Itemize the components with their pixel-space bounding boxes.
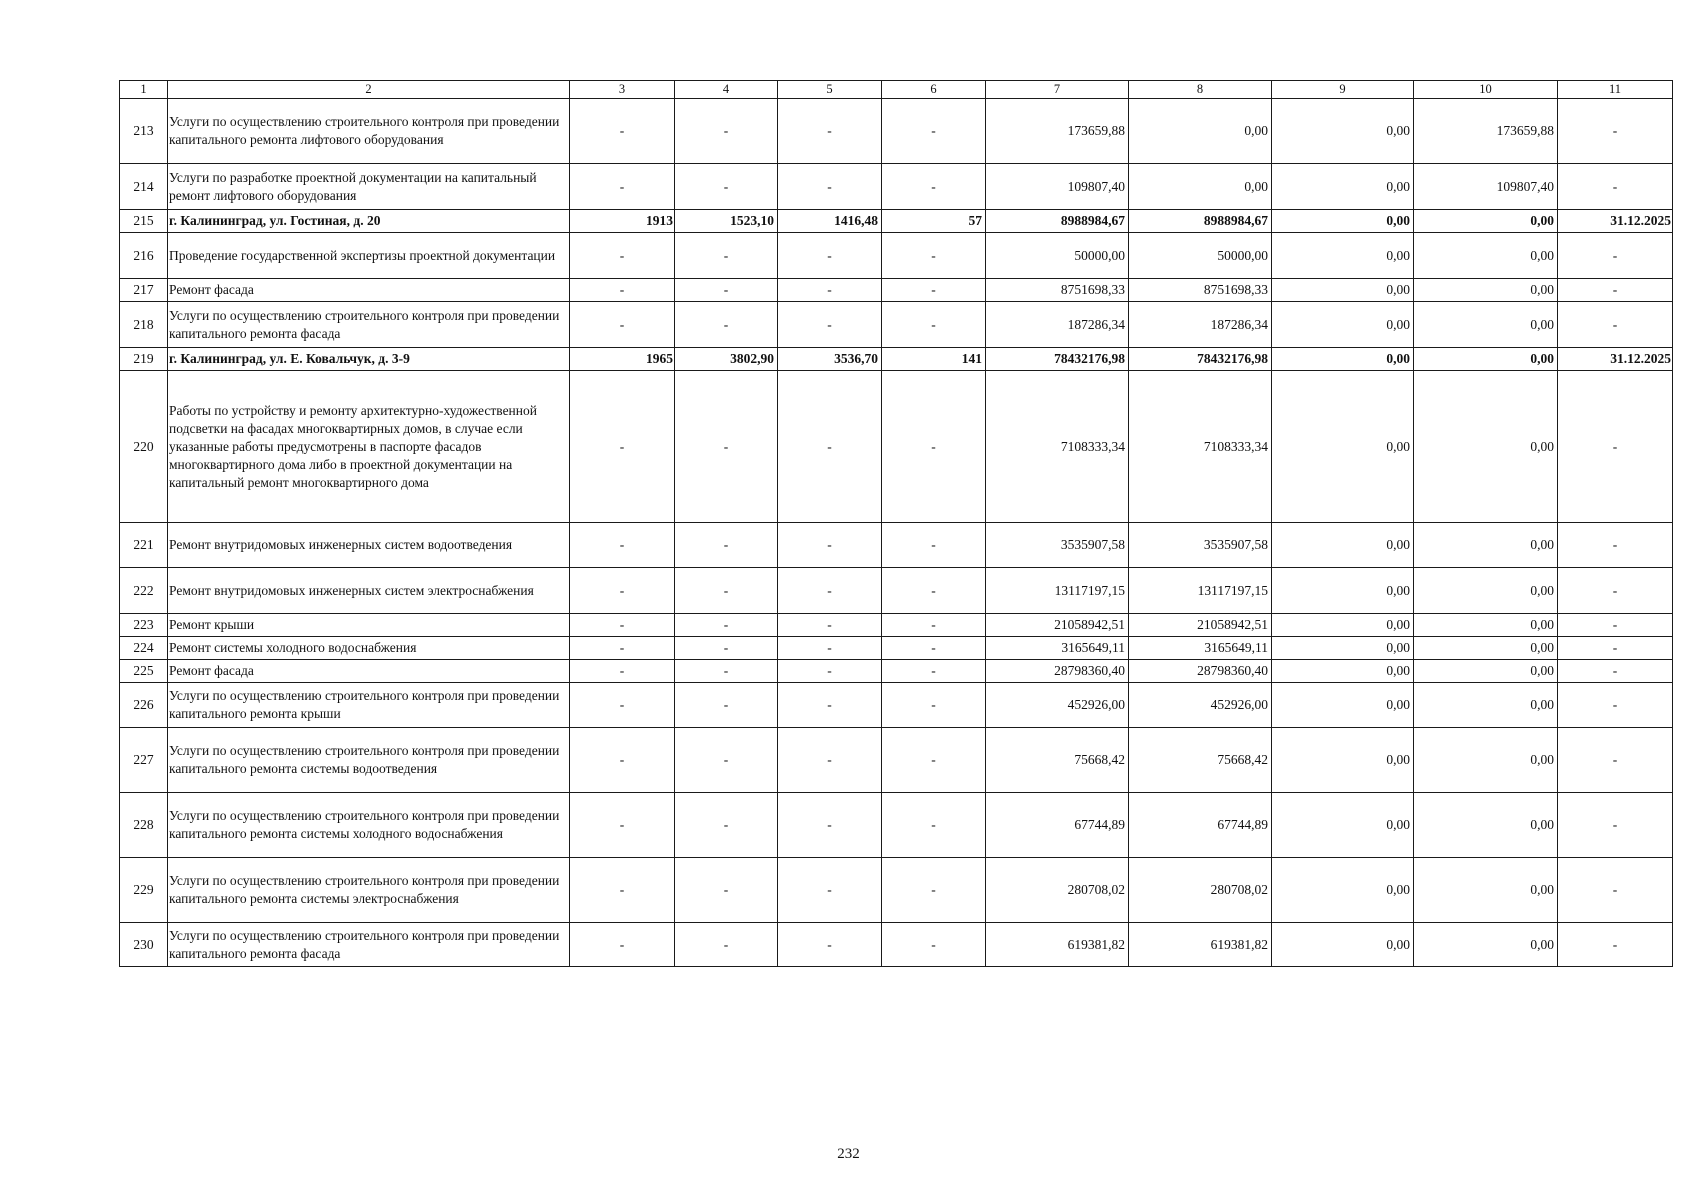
address-row — [120, 348, 1673, 371]
table-row — [120, 233, 1673, 279]
cell-col-8: 28798360,40 — [1129, 660, 1272, 683]
cell-col-8: 187286,34 — [1129, 302, 1272, 348]
cell-col-4: - — [675, 614, 778, 637]
column-number: 7 — [986, 81, 1129, 99]
cell-col-11: - — [1558, 279, 1673, 302]
cell-col-8: 50000,00 — [1129, 233, 1272, 279]
cell-col-4: 3802,90 — [675, 348, 778, 371]
cell-col-10: 0,00 — [1414, 348, 1558, 371]
cell-col-9: 0,00 — [1272, 793, 1414, 858]
cell-col-11: - — [1558, 793, 1673, 858]
cell-col-6: 141 — [882, 348, 986, 371]
cell-col-11: - — [1558, 99, 1673, 164]
cell-col-7: 173659,88 — [986, 99, 1129, 164]
cell-col-10: 0,00 — [1414, 302, 1558, 348]
cell-col-10: 0,00 — [1414, 660, 1558, 683]
cell-col-7: 78432176,98 — [986, 348, 1129, 371]
cell-col-9: 0,00 — [1272, 660, 1414, 683]
address-row — [120, 210, 1673, 233]
item-name: Ремонт внутридомовых инженерных систем электроснабжения — [168, 568, 570, 614]
item-name: Работы по устройству и ремонту архитектурно-художественной подсветки на фасадах многоквартирных домов, в случае если указанные работы предусмотрены в паспорте фасадов многоквартирного дома либо в проектной документации на капитальный ремонт многоквартирного дома — [168, 371, 570, 523]
cell-col-10: 0,00 — [1414, 923, 1558, 967]
cell-col-8: 7108333,34 — [1129, 371, 1272, 523]
table-row — [120, 568, 1673, 614]
row-number: 227 — [120, 728, 168, 793]
row-number: 220 — [120, 371, 168, 523]
row-number: 223 — [120, 614, 168, 637]
cell-col-3: - — [570, 302, 675, 348]
cell-col-7: 3535907,58 — [986, 523, 1129, 568]
cell-col-7: 3165649,11 — [986, 637, 1129, 660]
cell-col-5: - — [778, 302, 882, 348]
cell-col-8: 78432176,98 — [1129, 348, 1272, 371]
cell-col-3: - — [570, 568, 675, 614]
cell-col-6: - — [882, 683, 986, 728]
cell-col-7: 8751698,33 — [986, 279, 1129, 302]
row-number: 221 — [120, 523, 168, 568]
cell-col-8: 452926,00 — [1129, 683, 1272, 728]
row-number: 226 — [120, 683, 168, 728]
cell-col-6: - — [882, 99, 986, 164]
cell-col-8: 67744,89 — [1129, 793, 1272, 858]
item-name: Услуги по осуществлению строительного контроля при проведении капитального ремонта системы водоотведения — [168, 728, 570, 793]
cell-col-10: 0,00 — [1414, 614, 1558, 637]
cell-col-5: - — [778, 728, 882, 793]
cell-col-9: 0,00 — [1272, 858, 1414, 923]
table-row — [120, 683, 1673, 728]
cell-col-5: - — [778, 923, 882, 967]
item-name: Ремонт крыши — [168, 614, 570, 637]
item-name: Услуги по осуществлению строительного контроля при проведении капитального ремонта лифтового оборудования — [168, 99, 570, 164]
cell-col-8: 3535907,58 — [1129, 523, 1272, 568]
table-row — [120, 279, 1673, 302]
cell-col-5: - — [778, 858, 882, 923]
cell-col-11: - — [1558, 371, 1673, 523]
cell-col-11: - — [1558, 568, 1673, 614]
table-row — [120, 523, 1673, 568]
row-number: 218 — [120, 302, 168, 348]
cell-col-10: 173659,88 — [1414, 99, 1558, 164]
table-row — [120, 637, 1673, 660]
cell-col-6: - — [882, 302, 986, 348]
cell-col-7: 8988984,67 — [986, 210, 1129, 233]
cell-col-4: - — [675, 523, 778, 568]
cell-col-3: - — [570, 793, 675, 858]
cell-col-4: - — [675, 302, 778, 348]
cell-col-6: - — [882, 164, 986, 210]
column-number: 5 — [778, 81, 882, 99]
item-name: Услуги по осуществлению строительного контроля при проведении капитального ремонта фасада — [168, 923, 570, 967]
cell-col-10: 0,00 — [1414, 858, 1558, 923]
cell-col-6: - — [882, 371, 986, 523]
cell-col-9: 0,00 — [1272, 164, 1414, 210]
cell-col-10: 0,00 — [1414, 371, 1558, 523]
cell-col-6: 57 — [882, 210, 986, 233]
cell-col-9: 0,00 — [1272, 233, 1414, 279]
cell-col-4: - — [675, 793, 778, 858]
cell-col-3: - — [570, 279, 675, 302]
cell-col-7: 50000,00 — [986, 233, 1129, 279]
table-row — [120, 164, 1673, 210]
item-name: Ремонт внутридомовых инженерных систем водоотведения — [168, 523, 570, 568]
cell-col-11: - — [1558, 164, 1673, 210]
cell-col-5: - — [778, 164, 882, 210]
cell-col-5: - — [778, 279, 882, 302]
cell-col-3: - — [570, 371, 675, 523]
table-row — [120, 99, 1673, 164]
cell-col-10: 0,00 — [1414, 210, 1558, 233]
cell-col-9: 0,00 — [1272, 923, 1414, 967]
cell-col-6: - — [882, 728, 986, 793]
cell-col-8: 8751698,33 — [1129, 279, 1272, 302]
row-number: 230 — [120, 923, 168, 967]
table-row — [120, 858, 1673, 923]
cell-col-3: - — [570, 614, 675, 637]
cell-col-7: 13117197,15 — [986, 568, 1129, 614]
cell-col-8: 3165649,11 — [1129, 637, 1272, 660]
column-number: 3 — [570, 81, 675, 99]
item-name: Услуги по осуществлению строительного контроля при проведении капитального ремонта системы холодного водоснабжения — [168, 793, 570, 858]
cell-col-3: - — [570, 99, 675, 164]
cell-col-9: 0,00 — [1272, 728, 1414, 793]
cell-col-5: - — [778, 568, 882, 614]
cell-col-10: 0,00 — [1414, 523, 1558, 568]
cell-col-9: 0,00 — [1272, 683, 1414, 728]
cell-col-11: 31.12.2025 — [1558, 348, 1673, 371]
cell-col-11: 31.12.2025 — [1558, 210, 1673, 233]
cell-col-3: - — [570, 233, 675, 279]
cell-col-5: - — [778, 660, 882, 683]
row-number: 214 — [120, 164, 168, 210]
column-number: 8 — [1129, 81, 1272, 99]
cell-col-11: - — [1558, 614, 1673, 637]
item-name: Услуги по осуществлению строительного контроля при проведении капитального ремонта крыши — [168, 683, 570, 728]
cell-col-3: - — [570, 660, 675, 683]
cell-col-11: - — [1558, 302, 1673, 348]
column-number: 4 — [675, 81, 778, 99]
table-row — [120, 614, 1673, 637]
cell-col-5: - — [778, 614, 882, 637]
cell-col-6: - — [882, 568, 986, 614]
cell-col-8: 0,00 — [1129, 99, 1272, 164]
cell-col-4: - — [675, 233, 778, 279]
cell-col-8: 13117197,15 — [1129, 568, 1272, 614]
cell-col-5: 1416,48 — [778, 210, 882, 233]
cell-col-4: - — [675, 99, 778, 164]
column-number: 9 — [1272, 81, 1414, 99]
table-row — [120, 728, 1673, 793]
cell-col-4: - — [675, 858, 778, 923]
cell-col-4: - — [675, 637, 778, 660]
table-row — [120, 923, 1673, 967]
cell-col-7: 280708,02 — [986, 858, 1129, 923]
cell-col-10: 0,00 — [1414, 683, 1558, 728]
cell-col-5: - — [778, 793, 882, 858]
address-name: г. Калининград, ул. Гостиная, д. 20 — [168, 210, 570, 233]
cell-col-10: 0,00 — [1414, 728, 1558, 793]
cell-col-5: 3536,70 — [778, 348, 882, 371]
cell-col-11: - — [1558, 637, 1673, 660]
cell-col-11: - — [1558, 523, 1673, 568]
cell-col-6: - — [882, 923, 986, 967]
cell-col-5: - — [778, 99, 882, 164]
item-name: Услуги по осуществлению строительного контроля при проведении капитального ремонта фасада — [168, 302, 570, 348]
cell-col-10: 0,00 — [1414, 793, 1558, 858]
cell-col-10: 0,00 — [1414, 233, 1558, 279]
row-number: 219 — [120, 348, 168, 371]
cell-col-11: - — [1558, 923, 1673, 967]
row-number: 224 — [120, 637, 168, 660]
cell-col-6: - — [882, 793, 986, 858]
item-name: Ремонт фасада — [168, 660, 570, 683]
cell-col-9: 0,00 — [1272, 348, 1414, 371]
column-number: 2 — [168, 81, 570, 99]
cell-col-5: - — [778, 523, 882, 568]
column-number: 11 — [1558, 81, 1673, 99]
cell-col-8: 21058942,51 — [1129, 614, 1272, 637]
cell-col-10: 0,00 — [1414, 637, 1558, 660]
row-number: 213 — [120, 99, 168, 164]
row-number: 216 — [120, 233, 168, 279]
cell-col-9: 0,00 — [1272, 210, 1414, 233]
cell-col-5: - — [778, 371, 882, 523]
cell-col-7: 187286,34 — [986, 302, 1129, 348]
cell-col-8: 619381,82 — [1129, 923, 1272, 967]
cell-col-9: 0,00 — [1272, 523, 1414, 568]
column-number: 10 — [1414, 81, 1558, 99]
item-name: Проведение государственной экспертизы проектной документации — [168, 233, 570, 279]
table-row — [120, 793, 1673, 858]
data-table — [119, 80, 1673, 967]
cell-col-4: - — [675, 164, 778, 210]
cell-col-3: - — [570, 637, 675, 660]
cell-col-11: - — [1558, 728, 1673, 793]
cell-col-11: - — [1558, 660, 1673, 683]
cell-col-3: - — [570, 923, 675, 967]
cell-col-8: 280708,02 — [1129, 858, 1272, 923]
cell-col-10: 109807,40 — [1414, 164, 1558, 210]
cell-col-7: 619381,82 — [986, 923, 1129, 967]
cell-col-10: 0,00 — [1414, 568, 1558, 614]
cell-col-11: - — [1558, 233, 1673, 279]
cell-col-3: - — [570, 858, 675, 923]
cell-col-6: - — [882, 233, 986, 279]
cell-col-4: - — [675, 568, 778, 614]
cell-col-9: 0,00 — [1272, 279, 1414, 302]
row-number: 229 — [120, 858, 168, 923]
cell-col-3: - — [570, 164, 675, 210]
cell-col-6: - — [882, 614, 986, 637]
row-number: 228 — [120, 793, 168, 858]
cell-col-3: - — [570, 683, 675, 728]
row-number: 215 — [120, 210, 168, 233]
cell-col-8: 75668,42 — [1129, 728, 1272, 793]
column-number: 1 — [120, 81, 168, 99]
item-name: Ремонт системы холодного водоснабжения — [168, 637, 570, 660]
cell-col-4: - — [675, 371, 778, 523]
cell-col-7: 28798360,40 — [986, 660, 1129, 683]
item-name: Ремонт фасада — [168, 279, 570, 302]
cell-col-7: 452926,00 — [986, 683, 1129, 728]
cell-col-4: - — [675, 279, 778, 302]
cell-col-8: 0,00 — [1129, 164, 1272, 210]
cell-col-5: - — [778, 233, 882, 279]
row-number: 217 — [120, 279, 168, 302]
cell-col-7: 7108333,34 — [986, 371, 1129, 523]
cell-col-7: 75668,42 — [986, 728, 1129, 793]
cell-col-4: - — [675, 923, 778, 967]
row-number: 222 — [120, 568, 168, 614]
cell-col-5: - — [778, 683, 882, 728]
cell-col-4: 1523,10 — [675, 210, 778, 233]
item-name: Услуги по осуществлению строительного контроля при проведении капитального ремонта системы электроснабжения — [168, 858, 570, 923]
cell-col-9: 0,00 — [1272, 371, 1414, 523]
cell-col-7: 109807,40 — [986, 164, 1129, 210]
cell-col-3: 1965 — [570, 348, 675, 371]
cell-col-4: - — [675, 660, 778, 683]
table-row — [120, 302, 1673, 348]
cell-col-5: - — [778, 637, 882, 660]
cell-col-4: - — [675, 728, 778, 793]
page-number: 232 — [837, 1146, 860, 1162]
row-number: 225 — [120, 660, 168, 683]
table-row — [120, 660, 1673, 683]
cell-col-6: - — [882, 637, 986, 660]
cell-col-4: - — [675, 683, 778, 728]
cell-col-6: - — [882, 279, 986, 302]
table-row — [120, 371, 1673, 523]
cell-col-10: 0,00 — [1414, 279, 1558, 302]
cell-col-7: 21058942,51 — [986, 614, 1129, 637]
column-number: 6 — [882, 81, 986, 99]
cell-col-8: 8988984,67 — [1129, 210, 1272, 233]
cell-col-7: 67744,89 — [986, 793, 1129, 858]
cell-col-3: - — [570, 728, 675, 793]
cell-col-9: 0,00 — [1272, 568, 1414, 614]
cell-col-11: - — [1558, 683, 1673, 728]
column-number-row — [120, 81, 1673, 99]
cell-col-11: - — [1558, 858, 1673, 923]
cell-col-6: - — [882, 523, 986, 568]
cell-col-3: 1913 — [570, 210, 675, 233]
cell-col-6: - — [882, 660, 986, 683]
item-name: Услуги по разработке проектной документации на капитальный ремонт лифтового оборудования — [168, 164, 570, 210]
cell-col-9: 0,00 — [1272, 99, 1414, 164]
address-name: г. Калининград, ул. Е. Ковальчук, д. 3-9 — [168, 348, 570, 371]
cell-col-6: - — [882, 858, 986, 923]
cell-col-9: 0,00 — [1272, 614, 1414, 637]
cell-col-9: 0,00 — [1272, 302, 1414, 348]
cell-col-3: - — [570, 523, 675, 568]
cell-col-9: 0,00 — [1272, 637, 1414, 660]
